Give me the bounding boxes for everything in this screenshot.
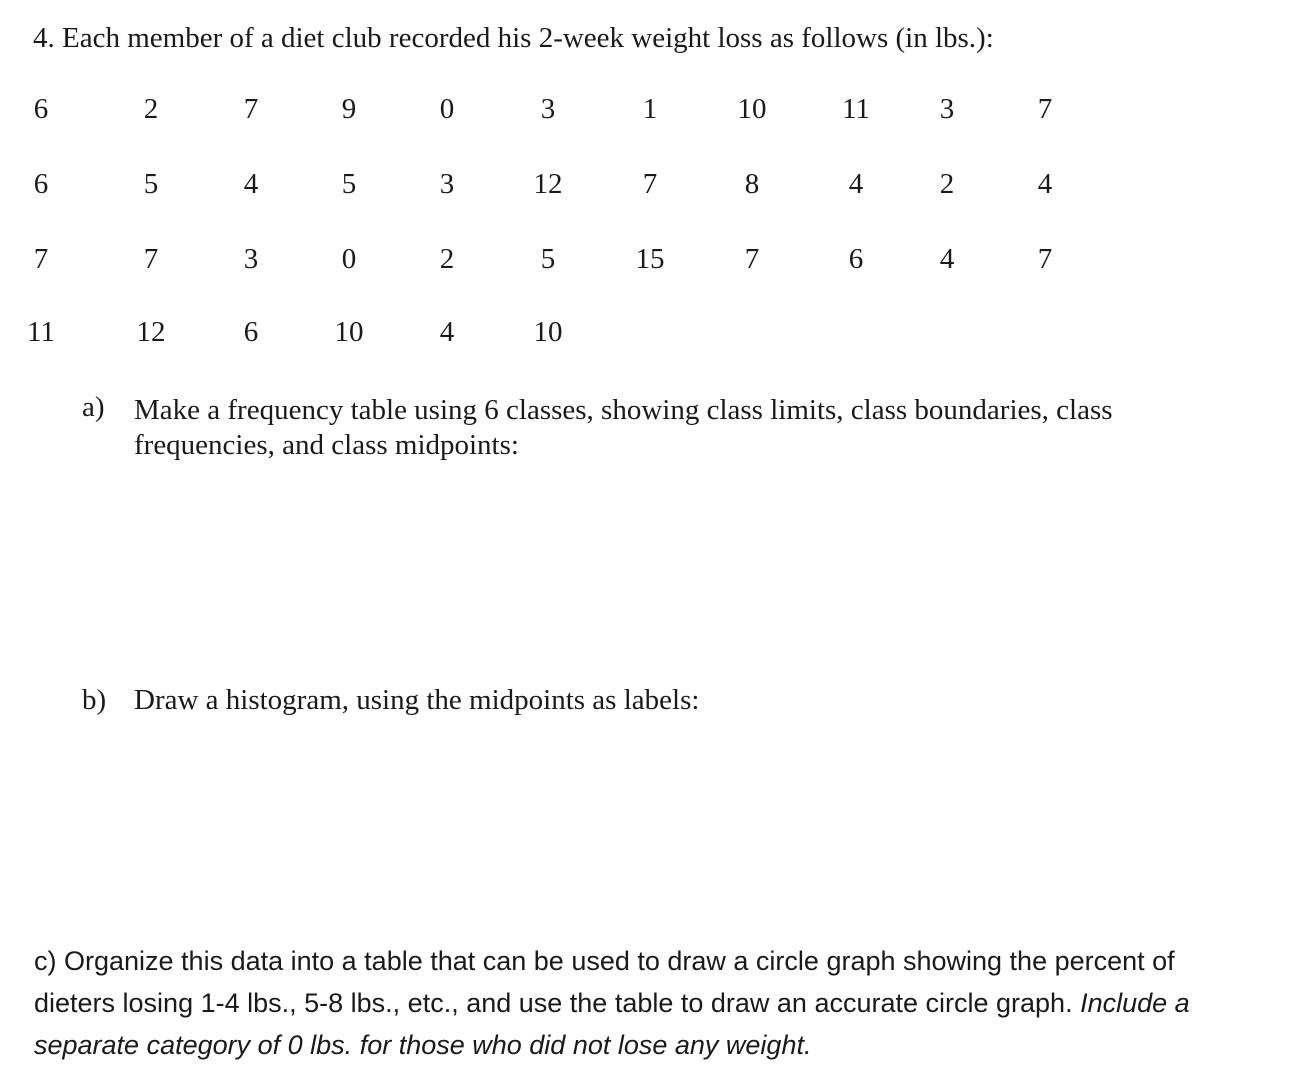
part-a-instructions bbox=[134, 393, 1254, 463]
data-value: 4 bbox=[848, 168, 864, 200]
part-a-line-1: Make a frequency table using 6 classes, showing class limits, class boundaries, class bbox=[134, 394, 1113, 426]
data-value: 12 bbox=[533, 168, 563, 200]
part-c-line-2 bbox=[34, 982, 1294, 1024]
data-value: 4 bbox=[243, 168, 259, 200]
data-value: 0 bbox=[439, 93, 455, 125]
data-value: 6 bbox=[848, 243, 864, 275]
problem-heading: 4. Each member of a diet club recorded his 2-week weight loss as follows (in lbs.): bbox=[33, 22, 994, 54]
data-value: 6 bbox=[33, 168, 49, 200]
data-value: 2 bbox=[939, 168, 955, 200]
data-value: 7 bbox=[33, 243, 49, 275]
data-value: 8 bbox=[744, 168, 760, 200]
part-c-line-1: c) Organize this data into a table that can be used to draw a circle graph showing the percent of bbox=[34, 946, 1175, 976]
part-b-instructions: Draw a histogram, using the midpoints as labels: bbox=[134, 684, 700, 716]
data-value: 5 bbox=[540, 243, 556, 275]
data-value: 6 bbox=[33, 93, 49, 125]
data-value: 7 bbox=[744, 243, 760, 275]
data-value: 2 bbox=[143, 93, 159, 125]
part-c-line-3 bbox=[34, 1024, 1294, 1066]
data-value: 9 bbox=[341, 93, 357, 125]
data-value: 7 bbox=[143, 243, 159, 275]
part-c-line-2-italic: Include a bbox=[1080, 988, 1190, 1018]
data-value: 4 bbox=[439, 316, 455, 348]
data-value: 0 bbox=[341, 243, 357, 275]
part-b-label: b) bbox=[82, 684, 107, 716]
part-c-line-3-italic: separate category of 0 lbs. for those who did not lose any weight. bbox=[34, 1030, 812, 1060]
data-value: 5 bbox=[341, 168, 357, 200]
data-value: 3 bbox=[939, 93, 955, 125]
part-a-label: a) bbox=[82, 391, 105, 423]
data-value: 7 bbox=[1037, 93, 1053, 125]
data-value: 15 bbox=[635, 243, 665, 275]
data-value: 10 bbox=[533, 316, 563, 348]
data-value: 1 bbox=[642, 93, 658, 125]
data-value: 3 bbox=[540, 93, 556, 125]
data-value: 4 bbox=[939, 243, 955, 275]
data-value: 7 bbox=[243, 93, 259, 125]
data-value: 4 bbox=[1037, 168, 1053, 200]
data-value: 10 bbox=[737, 93, 767, 125]
data-value: 7 bbox=[1037, 243, 1053, 275]
data-value: 3 bbox=[243, 243, 259, 275]
data-value: 5 bbox=[143, 168, 159, 200]
part-a-line-2: frequencies, and class midpoints: bbox=[134, 429, 519, 461]
data-value: 11 bbox=[27, 316, 55, 348]
data-value: 3 bbox=[439, 168, 455, 200]
data-value: 6 bbox=[243, 316, 259, 348]
data-value: 2 bbox=[439, 243, 455, 275]
part-c-instructions bbox=[34, 940, 1294, 1066]
data-value: 7 bbox=[642, 168, 658, 200]
data-value: 10 bbox=[334, 316, 364, 348]
data-value: 12 bbox=[136, 316, 166, 348]
data-value: 11 bbox=[842, 93, 870, 125]
part-c-line-2-plain: dieters losing 1-4 lbs., 5-8 lbs., etc., and use the table to draw an accurate circle graph. bbox=[34, 988, 1073, 1018]
